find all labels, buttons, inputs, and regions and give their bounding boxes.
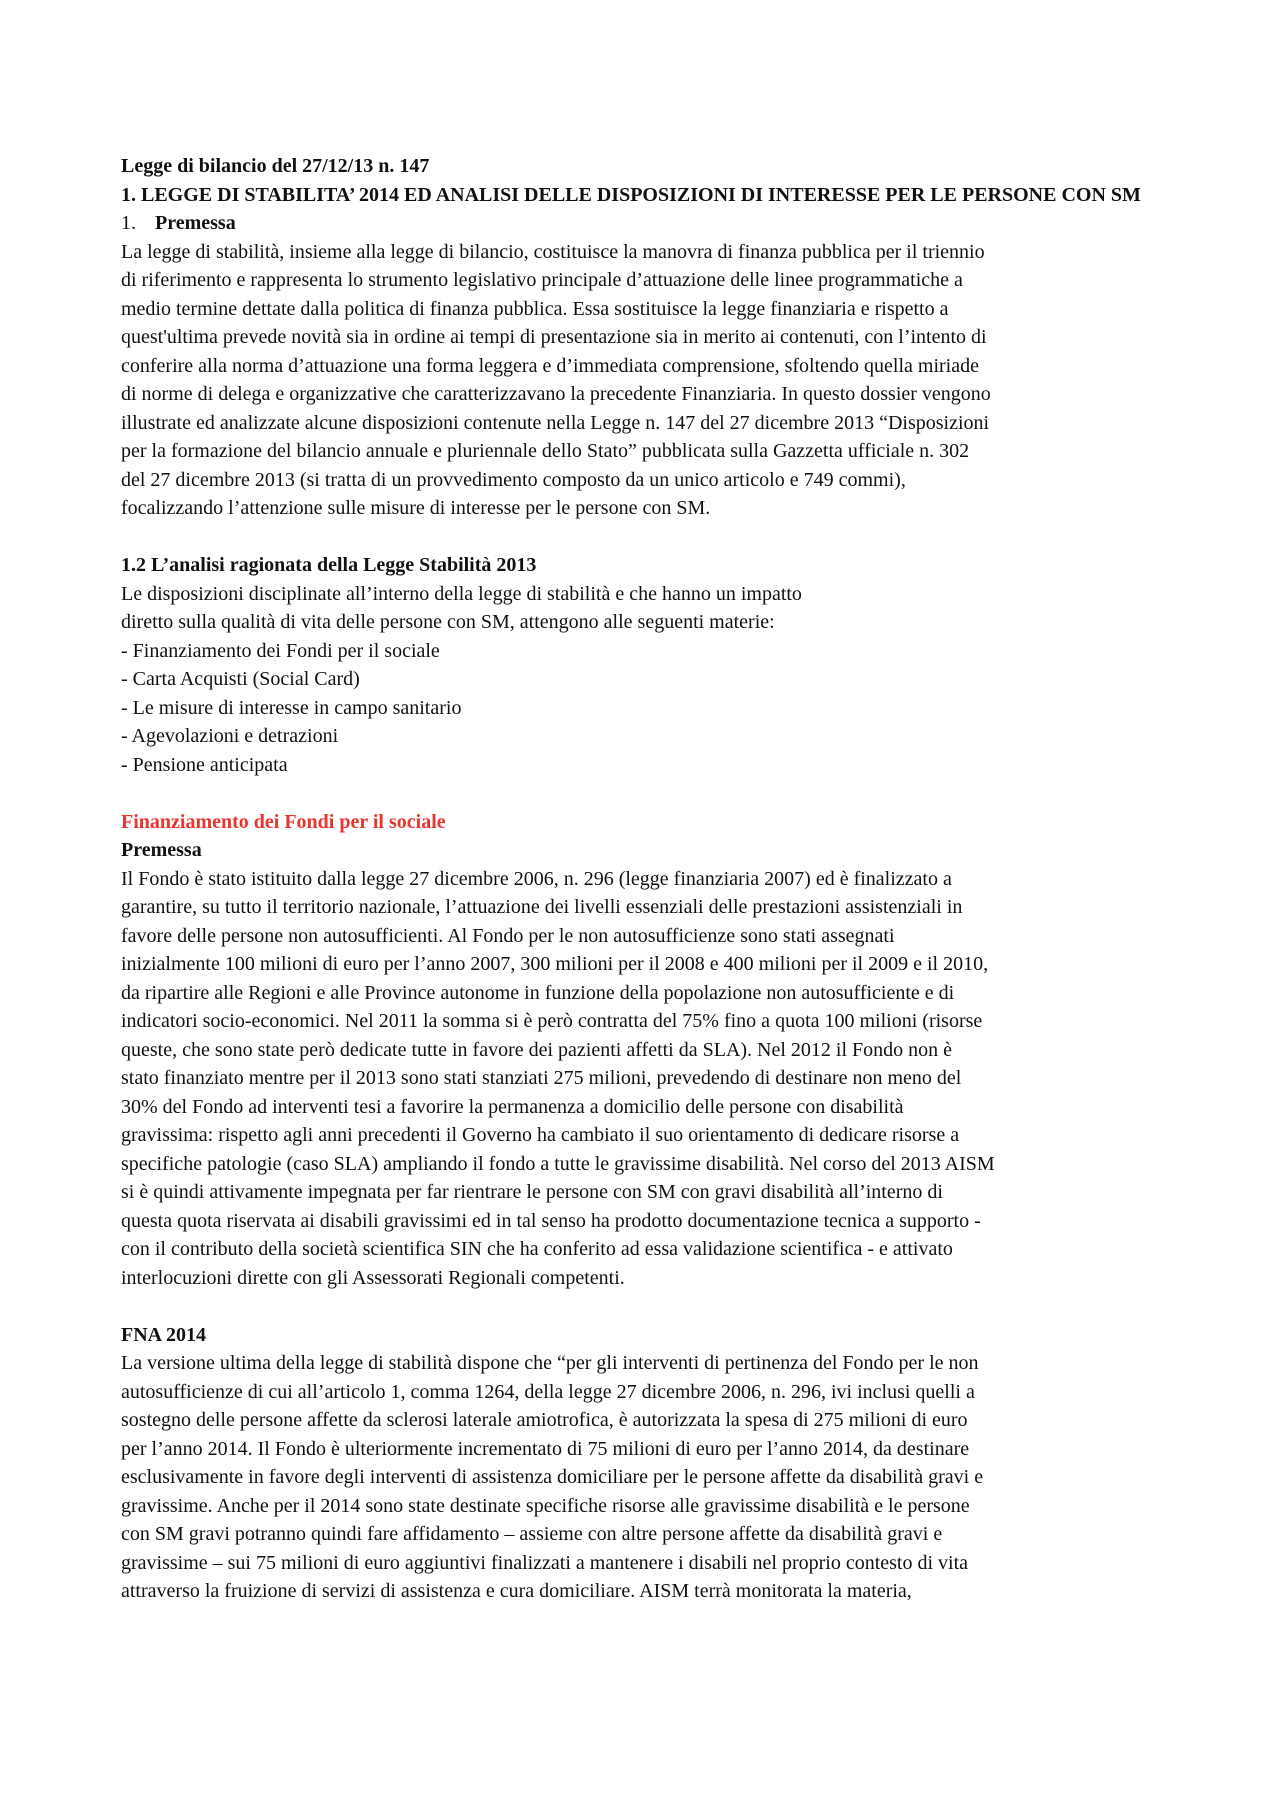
spacer (121, 1292, 1171, 1321)
paragraph-line: quest'ultima prevede novità sia in ordine ai tempi di presentazione sia in merito ai contenuti, con l’intento di (121, 326, 987, 348)
paragraph-line: da ripartire alle Regioni e alle Province autonome in funzione della popolazione non autosufficiente e di (121, 981, 955, 1004)
list-item: - Le misure di interesse in campo sanitario (121, 696, 462, 719)
paragraph-line: inizialmente 100 milioni di euro per l’anno 2007, 300 milioni per il 2008 e 400 milioni per il 2009 e il 2010, (121, 953, 989, 975)
paragraph-line: diretto sulla qualità di vita delle persone con SM, attengono alle seguenti materie: (121, 611, 775, 633)
paragraph-line: attraverso la fruizione di servizi di assistenza e cura domiciliare. AISM terrà monitorata la materia, (121, 1580, 912, 1602)
spacer (121, 523, 1171, 552)
paragraph-line: esclusivamente in favore degli interventi di assistenza domiciliare per le persone affette da disabilità gravi e (121, 1466, 984, 1488)
paragraph-line: conferire alla norma d’attuazione una forma leggera e d’immediata comprensione, sfoltendo quella miriade (121, 354, 979, 377)
materie-list (121, 637, 1171, 780)
paragraph-line: si è quindi attivamente impegnata per far rientrare le persone con SM con gravi disabilità all’interno di (121, 1181, 943, 1203)
section-analisi-heading: 1.2 L’analisi ragionata della Legge Stabilità 2013 (121, 554, 537, 576)
paragraph-line: gravissime – sui 75 milioni di euro aggiuntivi finalizzati a mantenere i disabili nel proprio contesto di vita (121, 1551, 969, 1574)
list-item: - Pensione anticipata (121, 753, 288, 776)
section-premessa-heading (121, 209, 1171, 238)
paragraph-line: per la formazione del bilancio annuale e pluriennale dello Stato” pubblicata sulla Gazzetta ufficiale n. 302 (121, 440, 970, 462)
paragraph-line: di riferimento e rappresenta lo strumento legislativo principale d’attuazione delle linee programmatiche a (121, 269, 963, 291)
paragraph-line: garantire, su tutto il territorio nazionale, l’attuazione dei livelli essenziali delle prestazioni assistenziali in (121, 896, 963, 918)
paragraph-line: 30% del Fondo ad interventi tesi a favorire la permanenza a domicilio delle persone con disabilità (121, 1095, 904, 1118)
document-title: Legge di bilancio del 27/12/13 n. 147 (121, 155, 430, 177)
paragraph-line: per l’anno 2014. Il Fondo è ulteriormente incrementato di 75 milioni di euro per l’anno 2014, da destinare (121, 1437, 970, 1460)
paragraph-line: stato finanziato mentre per il 2013 sono stati stanziati 275 milioni, prevedendo di destinare non meno del (121, 1067, 962, 1089)
paragraph-line: La versione ultima della legge di stabilità dispone che “per gli interventi di pertinenza del Fondo per le non (121, 1352, 979, 1374)
document-body (121, 152, 1171, 1606)
paragraph-line: con il contributo della società scientifica SIN che ha conferito ad essa validazione scientifica - e attivato (121, 1238, 953, 1260)
section-fondi-heading: Finanziamento dei Fondi per il sociale (121, 810, 446, 833)
paragraph-line: La legge di stabilità, insieme alla legge di bilancio, costituisce la manovra di finanza pubblica per il triennio (121, 240, 985, 263)
paragraph-line: indicatori socio-economici. Nel 2011 la somma si è però contratta del 75% fino a quota 100 milioni (risorse (121, 1010, 983, 1032)
section-fna-heading: FNA 2014 (121, 1323, 206, 1346)
spacer (121, 779, 1171, 808)
paragraph-line: Il Fondo è stato istituito dalla legge 27 dicembre 2006, n. 296 (legge finanziaria 2007) ed è finalizzato a (121, 867, 952, 890)
main-heading: 1. LEGGE DI STABILITA’ 2014 ED ANALISI DELLE DISPOSIZIONI DI INTERESSE PER LE PERSONE CON SM (121, 183, 1141, 206)
analisi-paragraph (121, 580, 1171, 637)
paragraph-line: del 27 dicembre 2013 (si tratta di un provvedimento composto da un unico articolo e 749 commi), (121, 468, 906, 491)
section-title: Premessa (155, 212, 236, 234)
paragraph-line: di norme di delega e organizzative che caratterizzavano la precedente Finanziaria. In questo dossier vengono (121, 383, 991, 405)
paragraph-line: questa quota riservata ai disabili gravissimi ed in tal senso ha prodotto documentazione tecnica a supporto - (121, 1209, 981, 1232)
list-item: - Agevolazioni e detrazioni (121, 725, 339, 747)
section-fondi-subheading: Premessa (121, 839, 202, 861)
paragraph-line: interlocuzioni dirette con gli Assessorati Regionali competenti. (121, 1266, 625, 1289)
paragraph-line: gravissime. Anche per il 2014 sono state destinate specifiche risorse alle gravissime disabilità e le persone (121, 1494, 970, 1517)
paragraph-line: con SM gravi potranno quindi fare affidamento – assieme con altre persone affette da disabilità gravi e (121, 1523, 943, 1545)
fna-paragraph (121, 1349, 1171, 1606)
paragraph-line: sostegno delle persone affette da sclerosi laterale amiotrofica, è autorizzata la spesa di 275 milioni di euro (121, 1409, 968, 1431)
premessa-paragraph (121, 238, 1171, 523)
list-item: - Carta Acquisti (Social Card) (121, 668, 360, 690)
fondi-paragraph (121, 865, 1171, 1293)
list-item: - Finanziamento dei Fondi per il sociale (121, 639, 440, 662)
paragraph-line: focalizzando l’attenzione sulle misure di interesse per le persone con SM. (121, 497, 711, 519)
paragraph-line: specifiche patologie (caso SLA) ampliando il fondo a tutte le gravissime disabilità. Nel corso del 2013 AISM (121, 1152, 995, 1175)
paragraph-line: gravissima: rispetto agli anni precedenti il Governo ha cambiato il suo orientamento di dedicare risorse a (121, 1124, 960, 1146)
paragraph-line: Le disposizioni disciplinate all’interno della legge di stabilità e che hanno un impatto (121, 582, 802, 605)
paragraph-line: medio termine dettate dalla politica di finanza pubblica. Essa sostituisce la legge finanziaria e rispetto a (121, 297, 949, 320)
paragraph-line: queste, che sono state però dedicate tutte in favore dei pazienti affetti da SLA). Nel 2012 il Fondo non è (121, 1038, 953, 1061)
section-number: 1. (121, 212, 136, 234)
paragraph-line: illustrate ed analizzate alcune disposizioni contenute nella Legge n. 147 del 27 dicembre 2013 “Disposizioni (121, 411, 990, 434)
paragraph-line: autosufficienze di cui all’articolo 1, comma 1264, della legge 27 dicembre 2006, n. 296, ivi inclusi quelli a (121, 1380, 975, 1403)
paragraph-line: favore delle persone non autosufficienti. Al Fondo per le non autosufficienze sono stati assegnati (121, 924, 895, 947)
